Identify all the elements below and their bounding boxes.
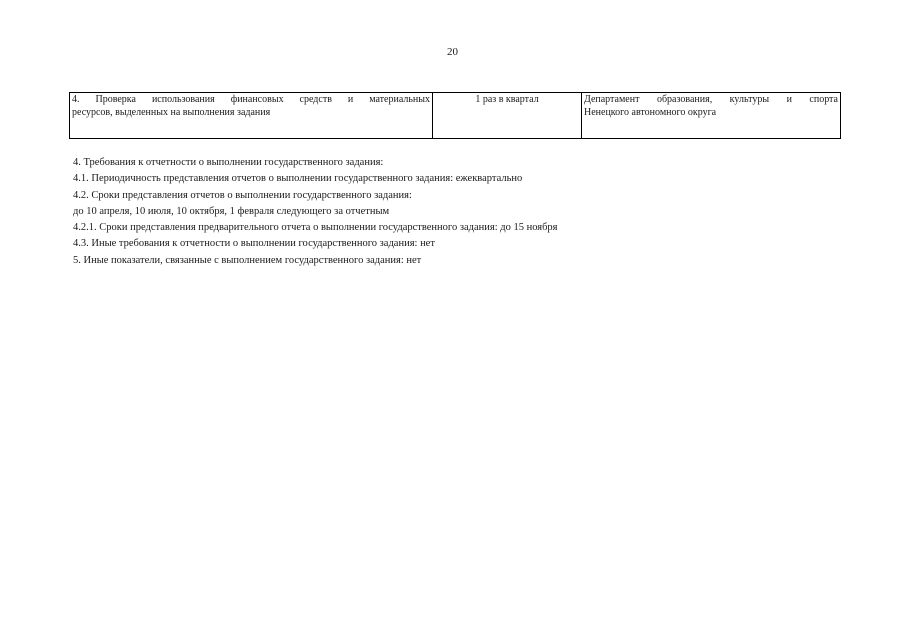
authority-cell bbox=[582, 93, 841, 139]
table-row bbox=[70, 93, 841, 139]
reporting-requirements bbox=[73, 155, 558, 269]
requirement-line: 4.2.1. Сроки представления предварительного отчета о выполнении государственного задания: до 15 ноября bbox=[73, 222, 558, 234]
page-number: 20 bbox=[447, 46, 458, 58]
requirement-line: 5. Иные показатели, связанные с выполнением государственного задания: нет bbox=[73, 254, 422, 266]
requirement-line: 4. Требования к отчетности о выполнении государственного задания: bbox=[73, 157, 384, 168]
control-measure-line: ресурсов, выделенных на выполнения задания bbox=[72, 107, 271, 118]
requirement-line: до 10 апреля, 10 июля, 10 октября, 1 февраля следующего за отчетным bbox=[73, 205, 390, 217]
frequency-cell: 1 раз в квартал bbox=[433, 93, 582, 139]
control-measure-line: 4. Проверка использования финансовых средств и материальных bbox=[72, 94, 430, 105]
authority-line: Ненецкого автономного округа bbox=[584, 107, 717, 118]
requirement-line: 4.1. Периодичность представления отчетов о выполнении государственного задания: ежеквартально bbox=[73, 173, 523, 185]
requirement-line: 4.2. Сроки представления отчетов о выполнении государственного задания: bbox=[73, 189, 412, 201]
control-measures-table bbox=[69, 92, 841, 139]
requirement-line: 4.3. Иные требования к отчетности о выполнении государственного задания: нет bbox=[73, 238, 435, 250]
control-measure-cell bbox=[70, 93, 433, 139]
authority-line: Департамент образования, культуры и спорта bbox=[584, 94, 838, 105]
